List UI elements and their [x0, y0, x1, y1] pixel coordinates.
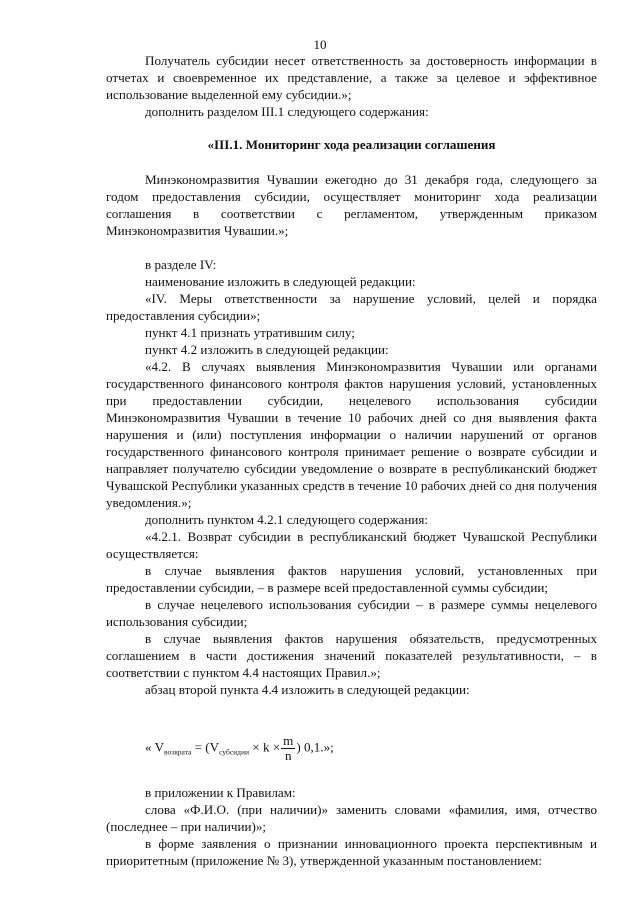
paragraph: слова «Ф.И.О. (при наличии)» заменить словами «фамилия, имя, отчество (последнее – при наличии)»; — [106, 802, 597, 834]
document-body — [106, 52, 597, 869]
paragraph: пункт 4.2 изложить в следующей редакции: — [145, 342, 389, 357]
paragraph: дополнить пунктом 4.2.1 следующего содержания: — [145, 512, 428, 527]
paragraph: в случае выявления фактов нарушения обязательств, предусмотренных соглашением в части достижения значений показателей результативности, – в соответствии с пунктом 4.4 настоящих Правил.»; — [106, 631, 597, 680]
paragraph: «4.2.1. Возврат субсидии в республиканский бюджет Чувашской Республики осуществляется: — [106, 529, 597, 561]
page-number: 10 — [313, 37, 327, 52]
paragraph: «IV. Меры ответственности за нарушение условий, целей и порядка предоставления субсидии»; — [106, 291, 597, 323]
paragraph: «4.2. В случаях выявления Минэкономразвития Чувашии или органами государственного финансового контроля фактов нарушения условий, установленных при предоставлении субсидии, нецелевого использования субсидии Минэкономразвития Чувашии в течение 10 рабочих дней со дня выявления факта нарушения и (или) поступления информации о наличии нарушений от органов государственного финансового контроля принимает решение о возврате субсидии и направляет получателю субсидии уведомление о возврате в республиканский бюджет Чувашской Республики указанных средств в течение 10 рабочих дней со дня получения уведомления.»; — [106, 359, 597, 510]
paragraph: в форме заявления о признании инновационного проекта перспективным и приоритетным (приложение № 3), утвержденной указанным постановлением: — [106, 836, 597, 868]
section-heading: «III.1. Мониторинг хода реализации соглашения — [207, 137, 496, 152]
formula-sub-subsidy: субсидии — [219, 747, 250, 757]
paragraph: в случае нецелевого использования субсидии – в размере суммы нецелевого использования субсидии; — [106, 597, 597, 629]
paragraph: дополнить разделом III.1 следующего содержания: — [145, 104, 429, 119]
formula-line — [145, 734, 334, 763]
formula-times-k: × k × — [249, 739, 281, 755]
paragraph: в разделе IV: — [145, 257, 217, 272]
formula-fraction — [281, 734, 295, 763]
paragraph: пункт 4.1 признать утратившим силу; — [145, 325, 355, 340]
paragraph: абзац второй пункта 4.4 изложить в следующей редакции: — [145, 682, 470, 697]
formula-open: « V — [145, 739, 165, 755]
formula-tail: ) 0,1.»; — [296, 739, 334, 755]
paragraph: в случае выявления фактов нарушения условий, установленных при предоставлении субсидии, – в размере всей предоставленной суммы субсидии; — [106, 563, 597, 595]
formula-equals: = (V — [191, 739, 220, 755]
spacer — [106, 239, 597, 256]
formula-sub-return: возврата — [164, 747, 192, 757]
formula-denominator: n — [284, 748, 292, 763]
paragraph: Минэкономразвития Чувашии ежегодно до 31 декабря года, следующего за годом предоставления субсидии, осуществляет мониторинг хода реализации соглашения в соответствии с регламентом, утвержденным приказом Минэкономразвития Чувашии.»; — [106, 172, 597, 238]
paragraph: наименование изложить в следующей редакции: — [145, 274, 416, 289]
paragraph: в приложении к Правилам: — [145, 785, 296, 800]
paragraph: Получатель субсидии несет ответственность за достоверность информации в отчетах и своевременное их представление, а также за целевое и эффективное использование выделенной ему субсидии.»; — [106, 53, 597, 102]
formula — [145, 712, 597, 770]
formula-numerator: m — [283, 733, 294, 748]
